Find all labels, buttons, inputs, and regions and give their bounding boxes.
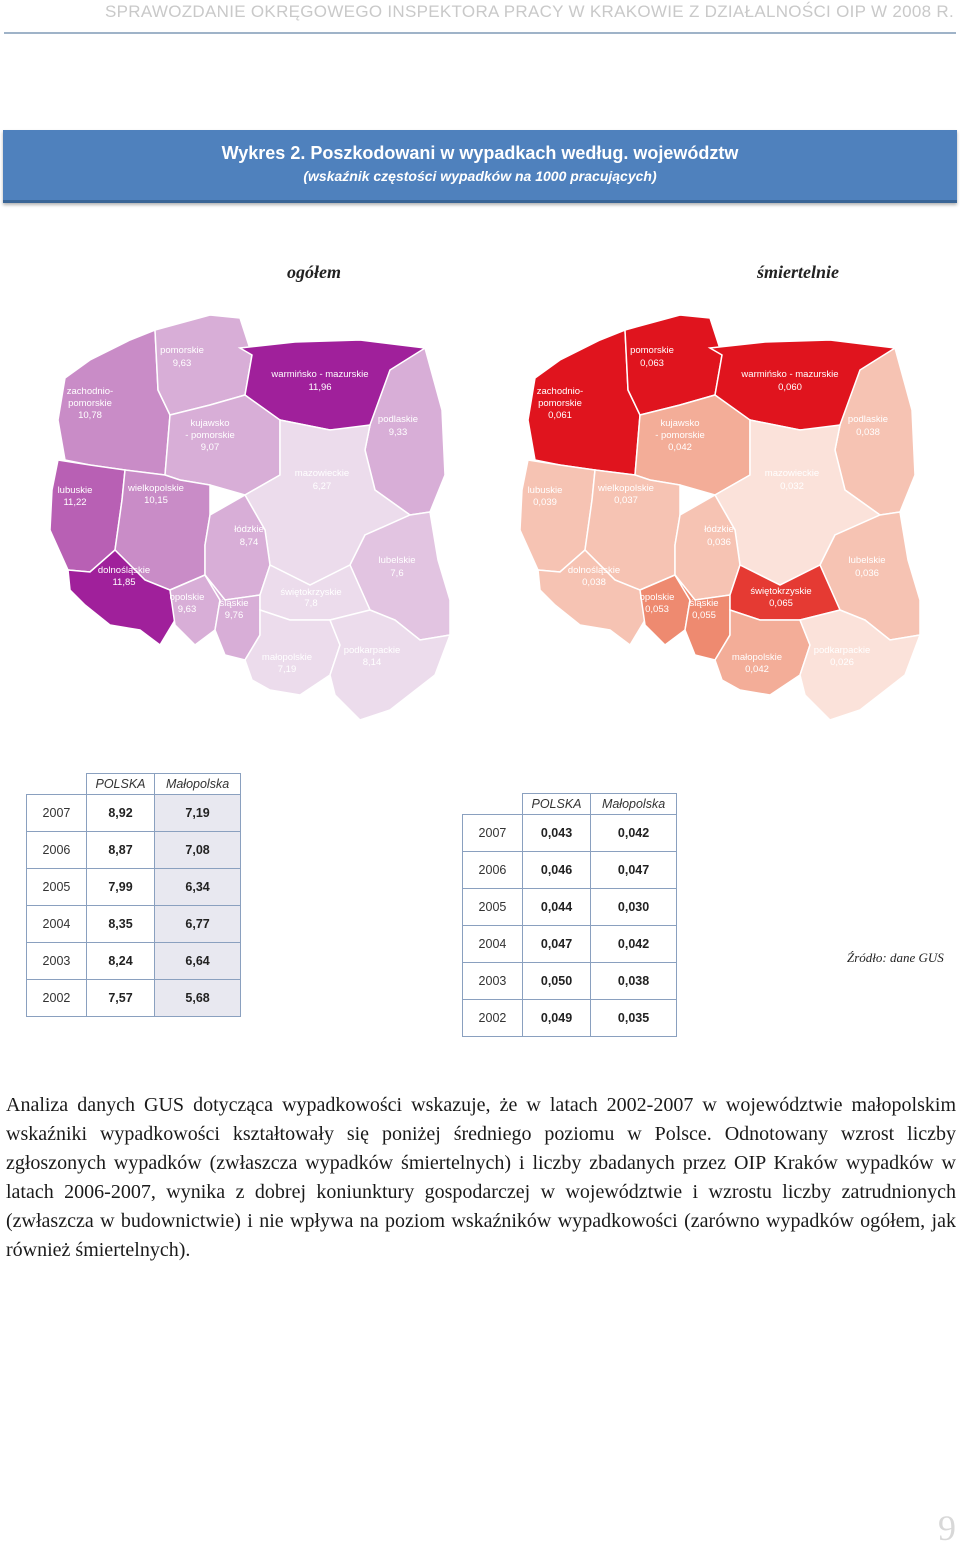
figure-title: Wykres 2. Poszkodowani w wypadkach według. województw xyxy=(221,143,739,163)
label-mazowieckie-name: mazowieckie xyxy=(294,468,350,479)
cell-year: 2003 xyxy=(463,963,523,1000)
label-malopolskie-name: małopolskie xyxy=(261,652,313,663)
label-pomorskie-value: 0,063 xyxy=(640,358,664,369)
label-slaskie-name: śląskie xyxy=(219,598,249,609)
label-dolnoslaskie-value: 11,85 xyxy=(112,577,136,588)
label-lodzkie-name: łódzkie xyxy=(234,524,264,535)
table-header-row xyxy=(27,774,241,795)
table-row xyxy=(463,889,677,926)
cell-polska: 0,043 xyxy=(522,815,590,852)
label-wielkopolskie-value: 10,15 xyxy=(144,495,168,506)
label-pomorskie-value: 9,63 xyxy=(172,358,192,369)
page-number: 9 xyxy=(938,1508,956,1548)
label-opolskie-name: opolskie xyxy=(169,592,205,603)
cell-polska: 7,57 xyxy=(86,980,154,1017)
table-row xyxy=(27,869,241,906)
label-zachodniopomorskie-name1: zachodnio- xyxy=(536,386,584,397)
label-zachodniopomorskie-name2: pomorskie xyxy=(538,398,582,409)
label-swietokrzyskie-value: 7,8 xyxy=(304,598,318,609)
label-zachodniopomorskie-value: 10,78 xyxy=(78,410,102,421)
label-opolskie-value: 9,63 xyxy=(177,604,197,615)
col-header-polska: POLSKA xyxy=(522,794,590,815)
cell-malopolska: 0,042 xyxy=(591,926,677,963)
cell-year: 2007 xyxy=(463,815,523,852)
label-zachodniopomorskie-name2: pomorskie xyxy=(68,398,112,409)
label-podlaskie-value: 0,038 xyxy=(856,427,880,438)
table-total xyxy=(26,773,241,1017)
label-podkarpackie-name: podkarpackie xyxy=(813,645,871,656)
label-malopolskie-value: 0,042 xyxy=(745,664,769,675)
label-wielkopolskie-value: 0,037 xyxy=(614,495,638,506)
col-header-malopolska: Małopolska xyxy=(591,794,677,815)
label-podlaskie-value: 9,33 xyxy=(388,427,408,438)
table-row xyxy=(463,926,677,963)
label-dolnoslaskie-name: dolnośląskie xyxy=(567,565,621,576)
label-lodzkie-value: 8,74 xyxy=(239,537,259,548)
cell-polska: 0,044 xyxy=(522,889,590,926)
label-lodzkie-value: 0,036 xyxy=(707,537,731,548)
label-podlaskie-name: podlaskie xyxy=(377,414,419,425)
label-kujawsko-name2: - pomorskie xyxy=(655,430,705,441)
label-lubelskie-name: lubelskie xyxy=(378,555,416,566)
table-row xyxy=(27,943,241,980)
label-opolskie-name: opolskie xyxy=(639,592,675,603)
label-lubuskie-value: 0,039 xyxy=(533,497,557,508)
figure-subtitle: (wskaźnik częstości wypadków na 1000 pracujących) xyxy=(303,168,657,184)
table-row xyxy=(463,815,677,852)
cell-year: 2002 xyxy=(27,980,87,1017)
label-dolnoslaskie-name: dolnośląskie xyxy=(97,565,151,576)
label-kujawsko-value: 9,07 xyxy=(200,442,220,453)
label-pomorskie-name: pomorskie xyxy=(630,345,674,356)
label-kujawsko-name1: kujawsko xyxy=(660,418,700,429)
label-swietokrzyskie-value: 0,065 xyxy=(769,598,793,609)
cell-polska: 7,99 xyxy=(86,869,154,906)
figure-banner xyxy=(3,130,957,203)
label-mazowieckie-name: mazowieckie xyxy=(764,468,820,479)
cell-year: 2004 xyxy=(463,926,523,963)
cell-malopolska: 6,77 xyxy=(155,906,241,943)
label-lubelskie-value: 0,036 xyxy=(855,568,879,579)
label-zachodniopomorskie-value: 0,061 xyxy=(548,410,572,421)
source-note: Źródło: dane GUS xyxy=(847,950,944,965)
cell-malopolska: 0,047 xyxy=(591,852,677,889)
map-title-fatal: śmiertelnie xyxy=(757,262,839,282)
label-dolnoslaskie-value: 0,038 xyxy=(582,577,606,588)
label-podlaskie-name: podlaskie xyxy=(847,414,889,425)
cell-year: 2005 xyxy=(27,869,87,906)
label-slaskie-name: śląskie xyxy=(689,598,719,609)
cell-polska: 0,049 xyxy=(522,1000,590,1037)
cell-polska: 8,87 xyxy=(86,832,154,869)
map-fatal xyxy=(500,300,930,730)
cell-year: 2004 xyxy=(27,906,87,943)
table-corner xyxy=(27,774,87,795)
label-warminsko-value: 0,060 xyxy=(778,382,802,393)
cell-year: 2006 xyxy=(463,852,523,889)
cell-year: 2005 xyxy=(463,889,523,926)
cell-polska: 0,047 xyxy=(522,926,590,963)
label-lubuskie-name: lubuskie xyxy=(57,485,93,496)
label-warminsko-name: warmińsko - mazurskie xyxy=(271,369,369,380)
label-mazowieckie-value: 6,27 xyxy=(312,481,332,492)
col-header-malopolska: Małopolska xyxy=(155,774,241,795)
cell-polska: 0,046 xyxy=(522,852,590,889)
table-corner xyxy=(463,794,523,815)
cell-malopolska: 0,038 xyxy=(591,963,677,1000)
cell-year: 2006 xyxy=(27,832,87,869)
label-wielkopolskie-name: wielkopolskie xyxy=(128,483,184,494)
label-swietokrzyskie-name: świętokrzyskie xyxy=(750,586,812,597)
label-slaskie-value: 0,055 xyxy=(692,610,716,621)
label-kujawsko-value: 0,042 xyxy=(668,442,692,453)
table-fatal xyxy=(462,793,677,1037)
label-lubelskie-name: lubelskie xyxy=(848,555,886,566)
col-header-polska: POLSKA xyxy=(86,774,154,795)
label-lubuskie-name: lubuskie xyxy=(527,485,563,496)
cell-year: 2002 xyxy=(463,1000,523,1037)
label-lubuskie-value: 11,22 xyxy=(63,497,87,508)
label-zachodniopomorskie-name1: zachodnio- xyxy=(66,386,114,397)
label-wielkopolskie-name: wielkopolskie xyxy=(598,483,654,494)
cell-malopolska: 6,34 xyxy=(155,869,241,906)
cell-malopolska: 6,64 xyxy=(155,943,241,980)
header-rule xyxy=(4,32,956,34)
cell-malopolska: 0,035 xyxy=(591,1000,677,1037)
label-lodzkie-name: łódzkie xyxy=(704,524,734,535)
cell-year: 2003 xyxy=(27,943,87,980)
label-pomorskie-name: pomorskie xyxy=(160,345,204,356)
cell-polska: 8,24 xyxy=(86,943,154,980)
label-warminsko-name: warmińsko - mazurskie xyxy=(741,369,839,380)
table-header-row xyxy=(463,794,677,815)
analysis-paragraph: Analiza danych GUS dotycząca wypadkowości wskazuje, że w latach 2002-2007 w województwie małopolskim wskaźniki wypadkowości kształtowały się poniżej średniego poziomu w Polsce. Odnotowany wzrost liczby zgłoszonych wypadków (zwłaszcza wypadków śmiertelnych) i liczby zbadanych przez OIP Kraków wypadków w latach 2006-2007, wynika z dobrej koniunktury gospodarczej w województwie i wzrostu liczby zatrudnionych (zwłaszcza w budownictwie) i nie wpływa na poziom wskaźników wypadkowości (zarówno wypadków ogółem, jak również śmiertelnych). xyxy=(6,1094,956,1261)
cell-year: 2007 xyxy=(27,795,87,832)
table-row xyxy=(27,832,241,869)
report-header: SPRAWOZDANIE OKRĘGOWEGO INSPEKTORA PRACY W KRAKOWIE Z DZIAŁALNOŚCI OIP W 2008 R. xyxy=(105,2,954,21)
cell-polska: 8,35 xyxy=(86,906,154,943)
cell-malopolska: 0,042 xyxy=(591,815,677,852)
label-swietokrzyskie-name: świętokrzyskie xyxy=(280,587,342,598)
cell-malopolska: 7,08 xyxy=(155,832,241,869)
label-lubelskie-value: 7,6 xyxy=(390,568,404,579)
table-row xyxy=(27,795,241,832)
table-row xyxy=(463,852,677,889)
label-kujawsko-name2: - pomorskie xyxy=(185,430,235,441)
table-row xyxy=(27,980,241,1017)
cell-malopolska: 7,19 xyxy=(155,795,241,832)
map-title-total: ogółem xyxy=(287,262,341,282)
label-slaskie-value: 9,76 xyxy=(224,610,244,621)
label-warminsko-value: 11,96 xyxy=(308,382,332,393)
table-row xyxy=(463,963,677,1000)
label-podkarpackie-name: podkarpackie xyxy=(343,645,401,656)
label-kujawsko-name1: kujawsko xyxy=(190,418,230,429)
cell-polska: 8,92 xyxy=(86,795,154,832)
map-total xyxy=(30,300,460,730)
label-opolskie-value: 0,053 xyxy=(645,604,669,615)
label-malopolskie-name: małopolskie xyxy=(731,652,783,663)
label-mazowieckie-value: 0,032 xyxy=(780,481,804,492)
table-row xyxy=(27,906,241,943)
label-malopolskie-value: 7,19 xyxy=(277,664,297,675)
cell-malopolska: 5,68 xyxy=(155,980,241,1017)
table-row xyxy=(463,1000,677,1037)
label-podkarpackie-value: 0,026 xyxy=(830,657,854,668)
cell-malopolska: 0,030 xyxy=(591,889,677,926)
label-podkarpackie-value: 8,14 xyxy=(362,657,382,668)
cell-polska: 0,050 xyxy=(522,963,590,1000)
